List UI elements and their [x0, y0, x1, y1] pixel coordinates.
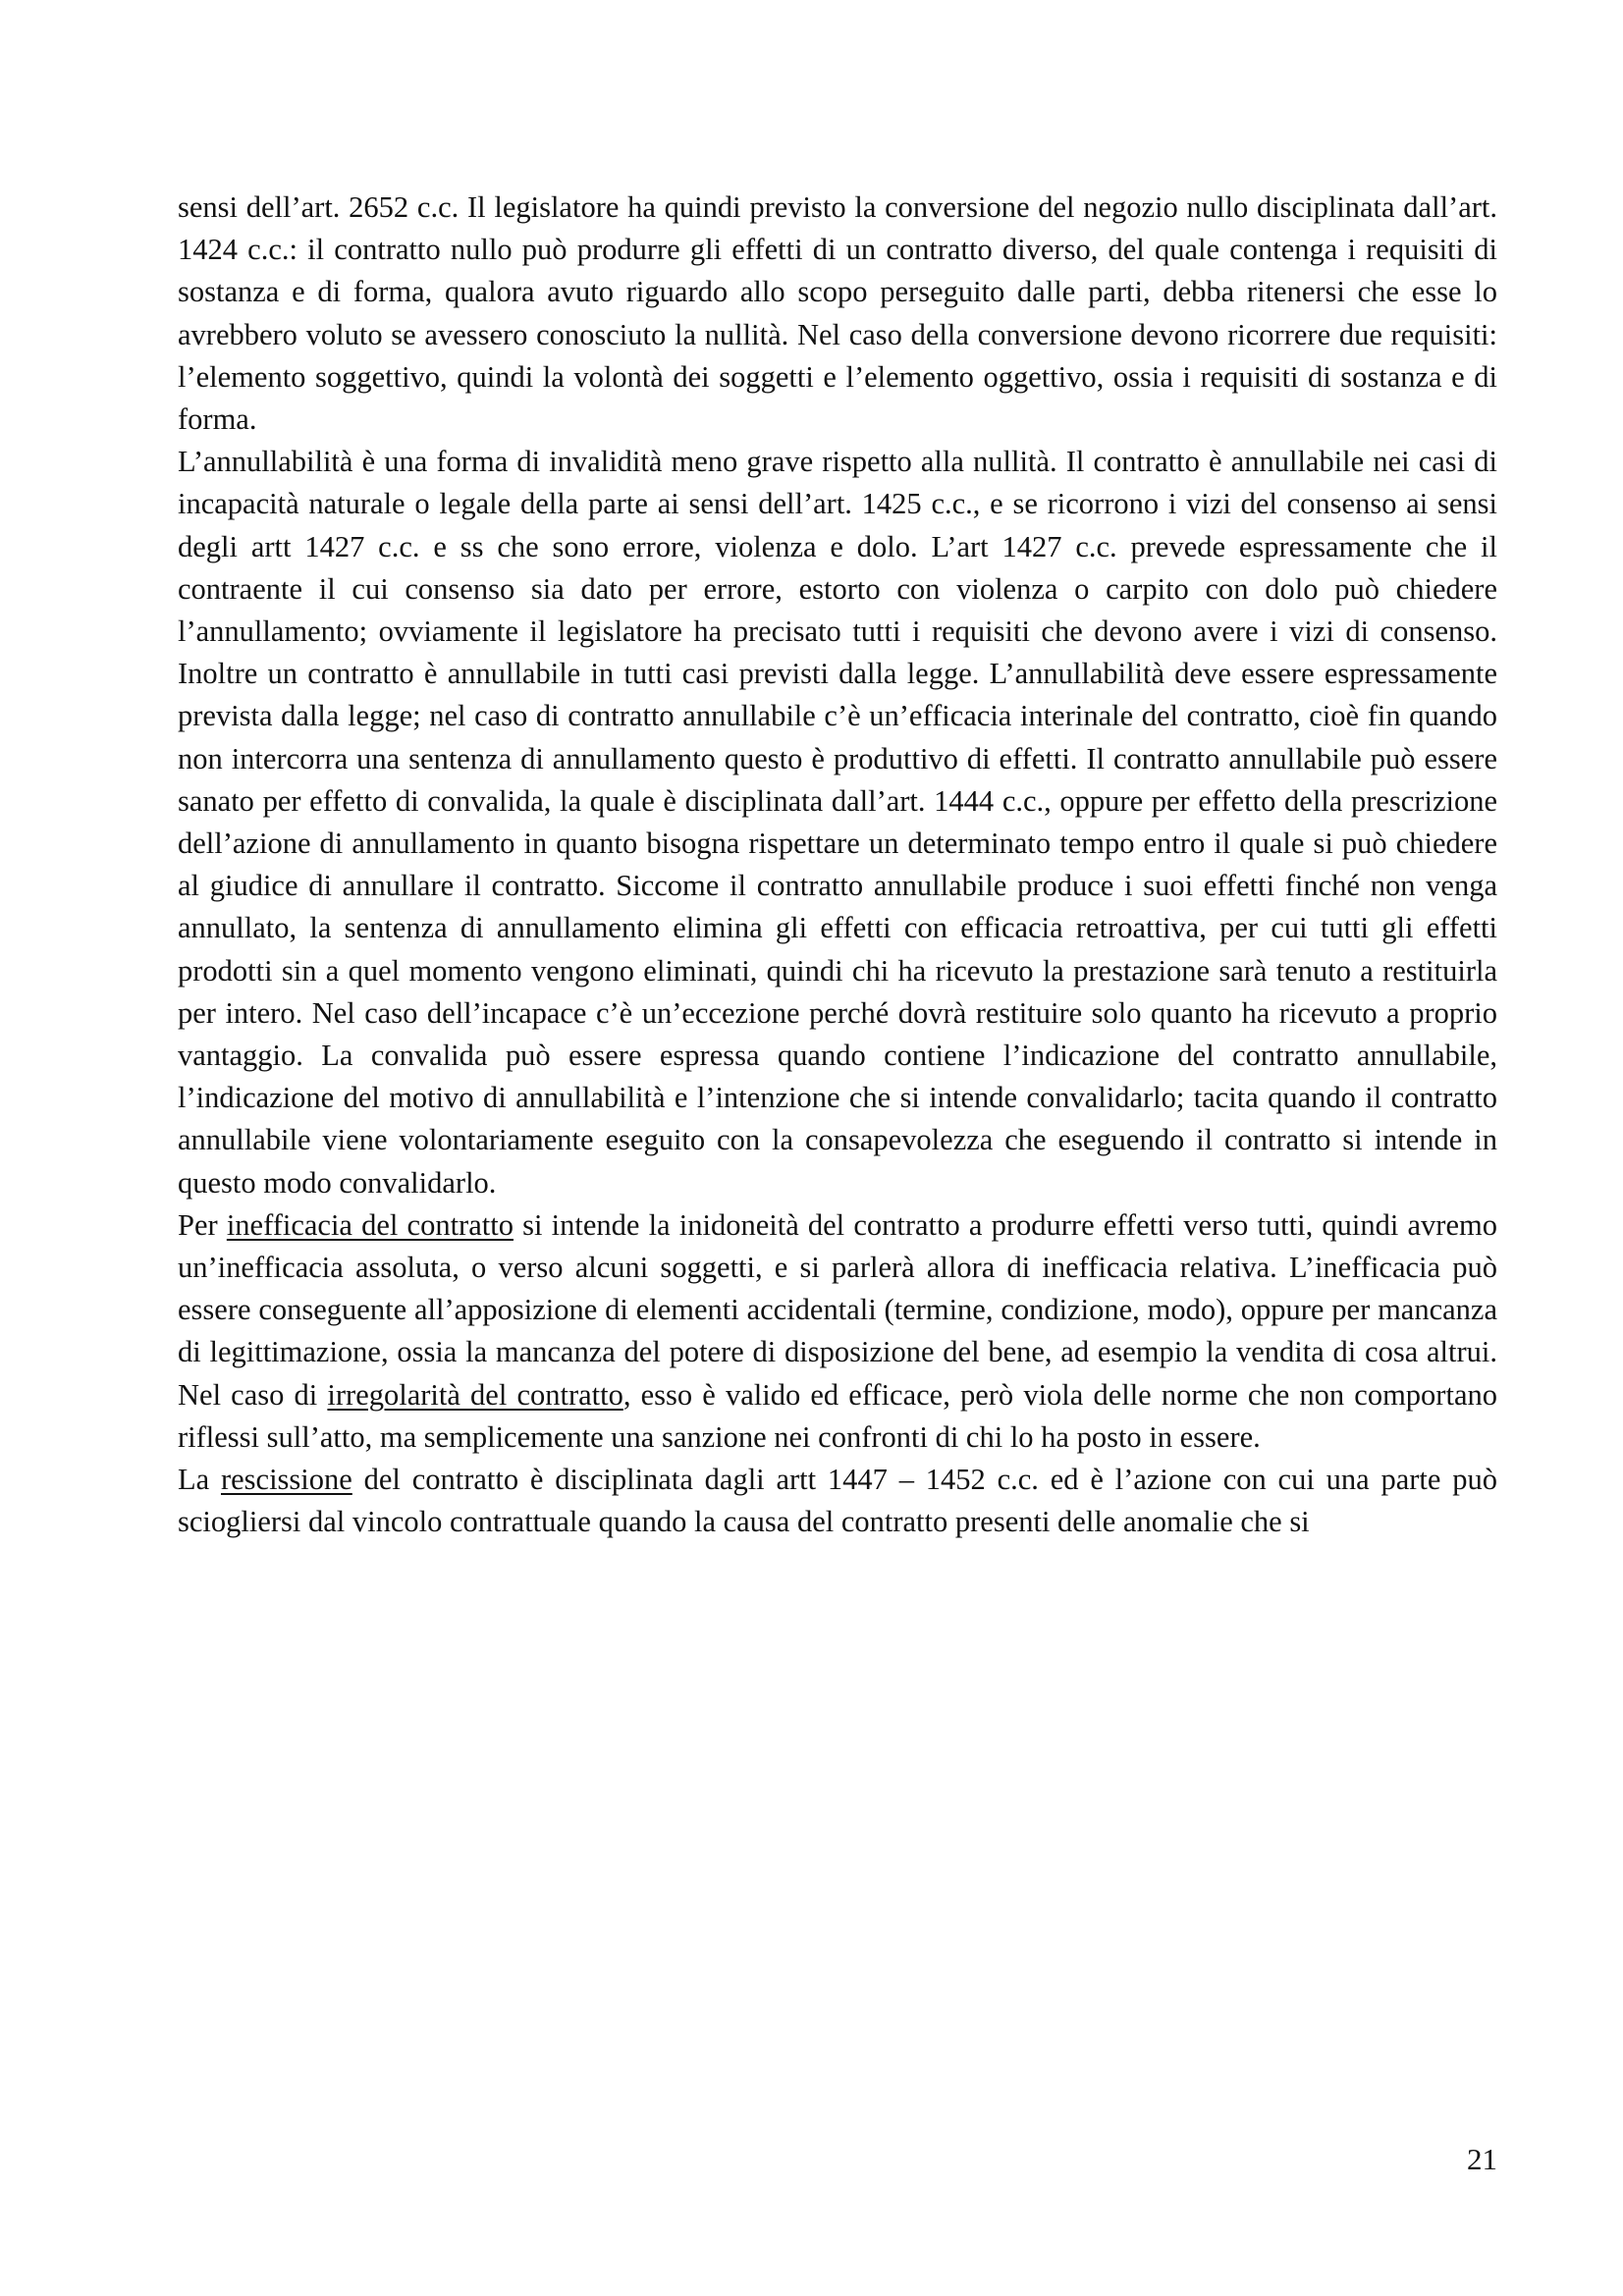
underlined-term-rescissione: rescissione [220, 1463, 352, 1497]
paragraph-inefficacia-end: , esso è valido ed efficace, però viola delle norme che non comportano riflessi sull’atto, ma semplicemente una sanzione nei confronti di chi lo ha posto in essere. [178, 1377, 1497, 1454]
paragraph-rescissione [178, 1459, 1497, 1543]
underlined-term-irregolarita: irregolarità del contratto [327, 1377, 623, 1412]
paragraph-rescissione-body: del contratto è disciplinata dagli artt 1447 – 1452 c.c. ed è l’azione con cui una parte può sciogliersi dal vincolo contrattuale quando la causa del contratto presenti delle anomalie che si [178, 1463, 1497, 1539]
page-number: 21 [1467, 2142, 1497, 2176]
paragraph-annullabilita: L’annullabilità è una forma di invalidità meno grave rispetto alla nullità. Il contratto è annullabile nei casi di incapacità naturale o legale della parte ai sensi dell’art. 1425 c.c., e se ricorrono i vizi del consenso ai sensi degli artt 1427 c.c. e ss che sono errore, violenza e dolo. L’art 1427 c.c. prevede espressamente che il contraente il cui consenso sia dato per errore, estorto con violenza o carpito con dolo può chiedere l’annullamento; ovviamente il legislatore ha precisato tutti i requisiti che devono avere i vizi di consenso. Inoltre un contratto è annullabile in tutti casi previsti dalla legge. L’annullabilità deve essere espressamente prevista dalla legge; nel caso di contratto annullabile c’è un’efficacia interinale del contratto, cioè fin quando non intercorra una sentenza di annullamento questo è produttivo di effetti. Il contratto annullabile può essere sanato per effetto di convalida, la quale è disciplinata dall’art. 1444 c.c., oppure per effetto della prescrizione dell’azione di annullamento in quanto bisogna rispettare un determinato tempo entro il quale si può chiedere al giudice di annullare il contratto. Siccome il contratto annullabile produce i suoi effetti finché non venga annullato, la sentenza di annullamento elimina gli effetti con efficacia retroattiva, per cui tutti gli effetti prodotti sin a quel momento vengono eliminati, quindi chi ha ricevuto la prestazione sarà tenuto a restituirla per intero. Nel caso dell’incapace c’è un’eccezione perché dovrà restituire solo quanto ha ricevuto a proprio vantaggio. La convalida può essere espressa quando contiene l’indicazione del contratto annullabile, l’indicazione del motivo di annullabilità e l’intenzione che si intende convalidarlo; tacita quando il contratto annullabile viene volontariamente eseguito con la consapevolezza che eseguendo il contratto si intende in questo modo convalidarlo. [178, 445, 1497, 1200]
paragraph-conversione: sensi dell’art. 2652 c.c. Il legislatore ha quindi previsto la conversione del negozio nullo disciplinata dall’art. 1424 c.c.: il contratto nullo può produrre gli effetti di un contratto diverso, del quale contenga i requisiti di sostanza e di forma, qualora avuto riguardo allo scopo perseguito dalle parti, debba ritenersi che esse lo avrebbero voluto se avessero conosciuto la nullità. Nel caso della conversione devono ricorrere due requisiti: l’elemento soggettivo, quindi la volontà dei soggetti e l’elemento oggettivo, ossia i requisiti di sostanza e di forma. [178, 190, 1497, 437]
paragraph-inefficacia-body: si intende la inidoneità del contratto a produrre effetti verso tutti, quindi avremo un’inefficacia assoluta, o verso alcuni soggetti, e si parlerà allora di inefficacia relativa. L’inefficacia può essere conseguente all’apposizione di elementi accidentali (termine, condizione, modo), oppure per mancanza di legittimazione, ossia la mancanza del potere di disposizione del bene, ad esempio la vendita di cosa altrui. Nel caso di [178, 1207, 1497, 1412]
underlined-term-inefficacia: inefficacia del contratto [226, 1207, 514, 1242]
paragraph-rescissione-intro: La [178, 1463, 221, 1497]
paragraph-inefficacia-intro: Per [178, 1207, 227, 1242]
paragraph-inefficacia [178, 1204, 1497, 1459]
body-text [178, 187, 1497, 1544]
